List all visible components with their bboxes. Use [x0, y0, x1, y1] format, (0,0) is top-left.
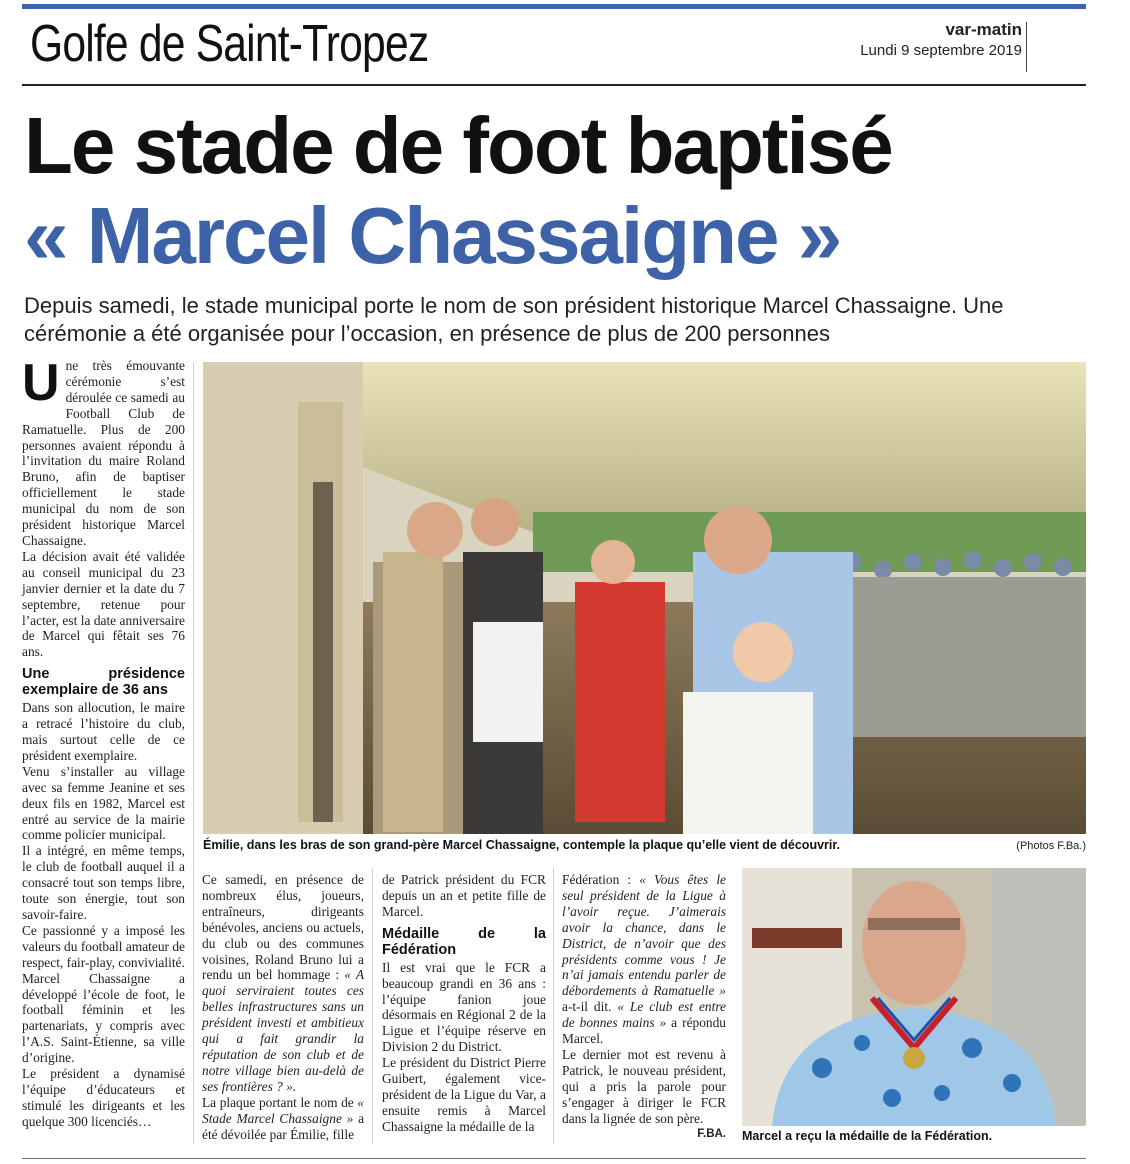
- quote: « A quoi serviraient toutes ces belles infrastructures sans un président investi et ambitieux qui a fait grandir la réputation de son club et de notre village bien au-delà de ses frontières ? ».: [202, 967, 364, 1094]
- article-column-4: [562, 872, 726, 1142]
- quote: « Le club est entre de bonnes mains »: [562, 999, 726, 1031]
- medal-photo-caption: Marcel a reçu la médaille de la Fédération.: [742, 1129, 993, 1143]
- bottom-rule: [22, 1158, 1086, 1159]
- paragraph: [202, 1095, 364, 1143]
- subhead: Une présidence exemplaire de 36 ans: [22, 666, 185, 699]
- subhead: Médaille de la Fédération: [382, 925, 546, 958]
- quote: « Stade Marcel Chassaigne »: [202, 1094, 364, 1126]
- paragraph-text: Fédération :: [562, 872, 640, 887]
- paragraph: La décision avait été validée au conseil municipal du 23 janvier dernier et la date du 7 septembre, retenue pour l’acter, est la date anniversaire de Marcel qui fêtait ses 76 ans.: [22, 548, 185, 660]
- photo-credit: (Photos F.Ba.): [1016, 840, 1086, 852]
- paragraph-text: La plaque portant le nom de: [202, 1094, 358, 1110]
- paragraph: Le président du District Pierre Guibert, également vice-président de la Ligue du Var, a ensuite remis à Marcel Chassaigne la médaille de la: [382, 1055, 546, 1134]
- lede: Depuis samedi, le stade municipal porte le nom de son président historique Marcel Chassaigne. Une cérémonie a été organisée pour l’occasion, en présence de plus de 200 personnes: [24, 293, 1004, 346]
- paragraph: Marcel Chassaigne a développé l’école de foot, le football féminin et les partenariats, y compris avec l’A.S. Saint-Étienne, sa ville d’origine.: [22, 970, 185, 1066]
- column-divider: [193, 362, 194, 1144]
- headline-line-1: Le stade de foot baptisé: [24, 101, 892, 190]
- paragraph: Il a intégré, en même temps, le club de football auquel il a consacré tout son temps libre, toute son énergie, tout son savoir-faire.: [22, 843, 185, 922]
- article-column-2: [202, 872, 364, 1142]
- article-column-3: [382, 872, 546, 1135]
- paragraph: Le président a dynamisé l’équipe d’éducateurs et stimulé les dirigeants et les quelque 300 licenciés…: [22, 1066, 185, 1129]
- section-title: Golfe de Saint-Tropez: [30, 15, 429, 73]
- paragraph-text: a répondu Marcel.: [562, 1015, 726, 1047]
- medal-portrait-photo: [742, 868, 1086, 1126]
- column-divider: [553, 868, 554, 1144]
- main-photo: [203, 362, 1086, 834]
- paragraph: [562, 1046, 726, 1140]
- paragraph-text: Le dernier mot est revenu à Patrick, le nouveau président, qui a pris la parole pour s’engager à diriger le FCR dans la lignée de son père.: [562, 1046, 726, 1126]
- paragraph: Ce passionné y a imposé les valeurs du football amateur de respect, fair-play, convivialité.: [22, 922, 185, 970]
- masthead: [860, 20, 1022, 59]
- paragraph: Dans son allocution, le maire a retracé l’histoire du club, mais surtout celle de ce président exemplaire.: [22, 700, 185, 763]
- masthead-divider: [1026, 22, 1027, 72]
- paragraph: Venu s’installer au village avec sa femme Jeanine et ses deux fils en 1982, Marcel est entré au service de la mairie comme policier municipal.: [22, 763, 185, 843]
- main-photo-caption: Émilie, dans les bras de son grand-père Marcel Chassaigne, contemple la plaque qu’elle vient de découvrir.: [203, 838, 841, 852]
- column-divider: [372, 868, 373, 1144]
- quote: « Vous êtes le seul président de la Ligue à l’avoir reçue. J’aimerais avoir la chance, dans le District, de n’avoir que des présidents comme vous ! Je n’ai jamais entendu parler de débordements à Ramatuelle »: [562, 872, 726, 999]
- paragraph: de Patrick président du FCR depuis un an et petite fille de Marcel.: [382, 872, 546, 919]
- headline-line-2: « Marcel Chassaigne »: [24, 191, 841, 280]
- paragraph-text: a été dévoilée par Émilie, fille: [202, 1110, 365, 1142]
- article-column-1: [22, 354, 185, 1130]
- header-rule: [22, 84, 1086, 86]
- paragraph-text: Ce samedi, en présence de nombreux élus, joueurs, entraîneurs, dirigeants bénévoles, anciens ou actuels, du club ou des communes voisines, Roland Bruno lui a rendu un bel hommage :: [202, 872, 364, 983]
- newspaper-name: var-matin: [945, 20, 1022, 39]
- ceremony-photo: [203, 362, 1086, 834]
- paragraph: Il est vrai que le FCR a beaucoup grandi en 36 ans : l’équipe fanion joue désormais en Régional 2 de la Ligue et l’équipe réserve en Division 2 du District.: [382, 959, 546, 1055]
- medal-photo: [742, 868, 1086, 1126]
- author-signature: F.BA.: [697, 1127, 726, 1140]
- paragraph: ne très émouvante cérémonie s’est déroulée ce samedi au Football Club de Ramatuelle. Plus de 200 personnes avaient répondu à l’invitation du maire Roland Bruno, afin de baptiser officiellement le stade municipal du nom de son président historique Marcel Chassaigne.: [22, 358, 185, 548]
- publication-date: Lundi 9 septembre 2019: [860, 42, 1022, 59]
- top-accent-bar: [22, 4, 1086, 9]
- paragraph: [562, 872, 726, 1047]
- paragraph: [202, 872, 364, 1095]
- paragraph-text: a-t-il dit.: [562, 999, 618, 1015]
- drop-cap: U: [22, 354, 60, 412]
